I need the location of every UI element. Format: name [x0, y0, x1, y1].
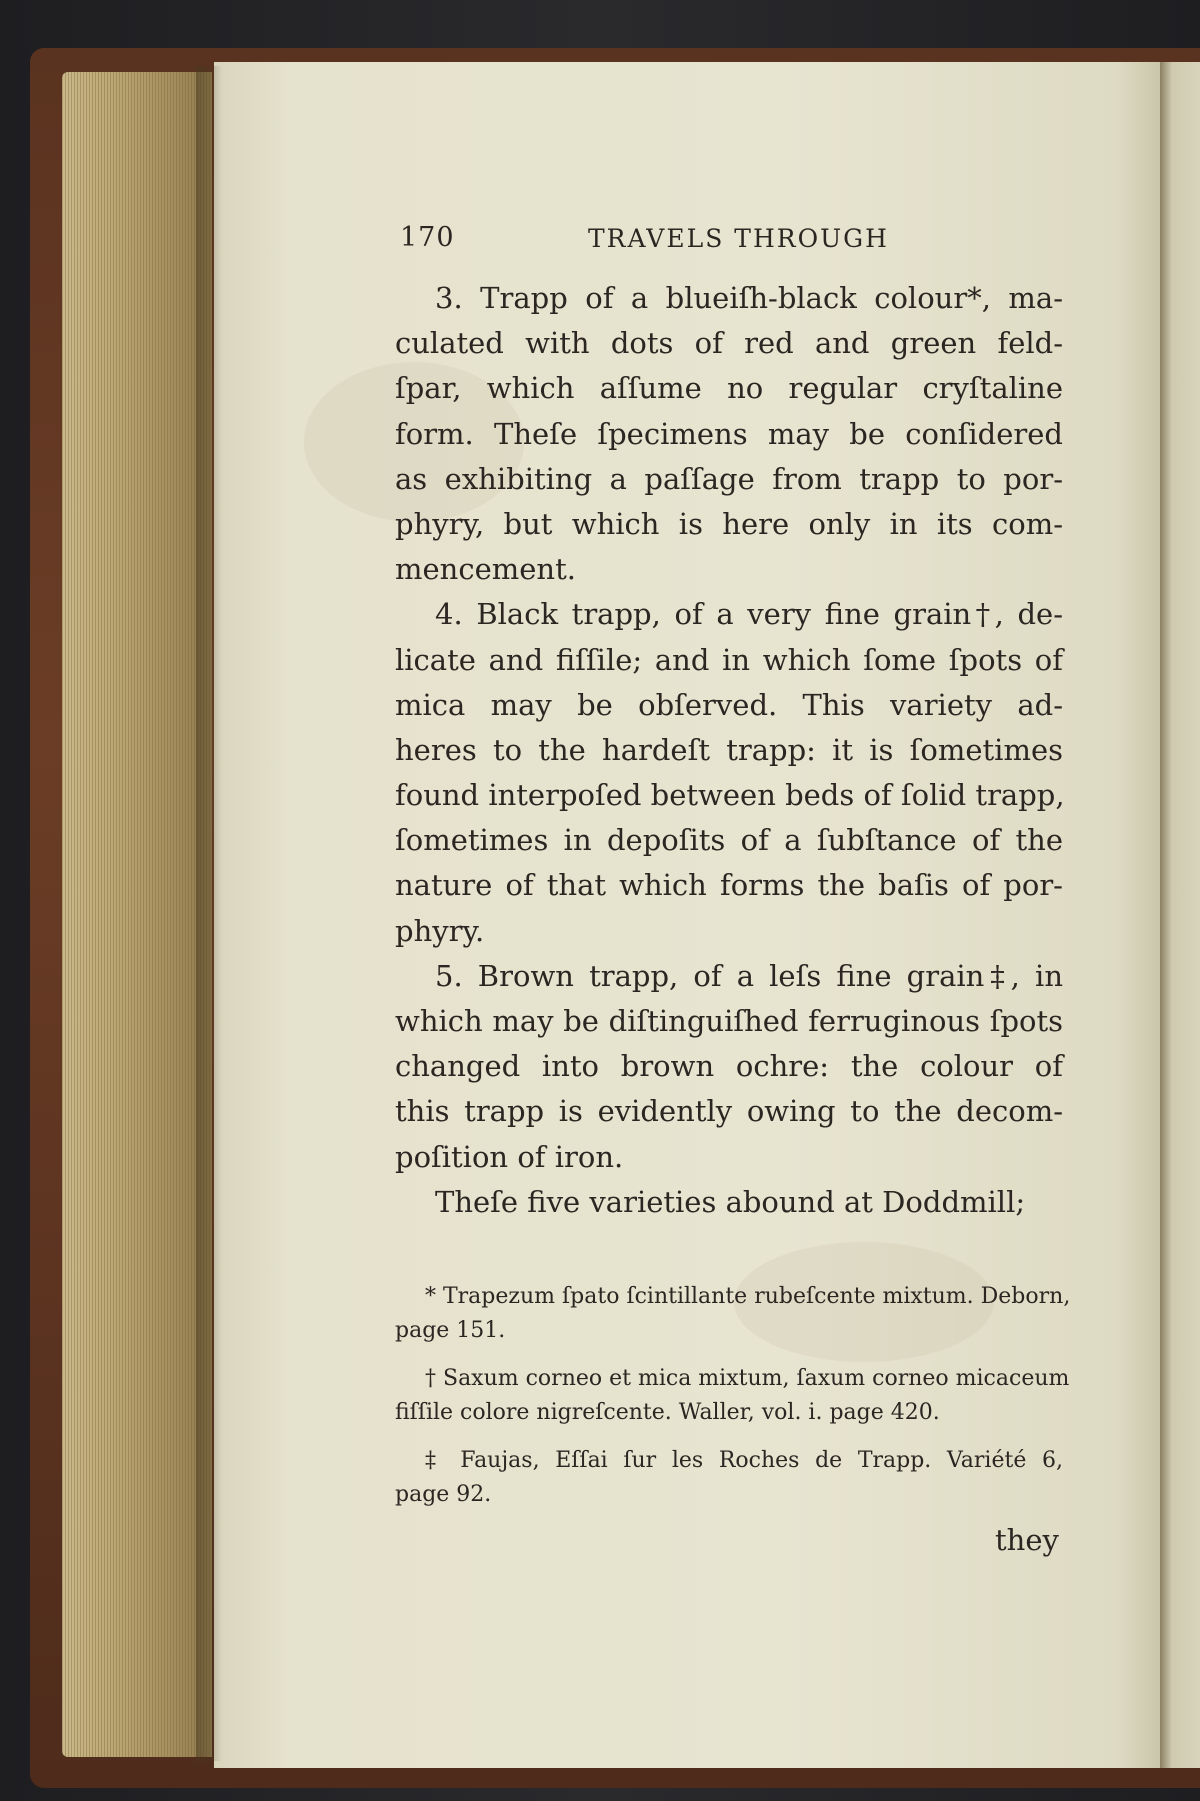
- page-number: 170: [400, 222, 455, 253]
- text-line: changed into brown ochre: the colour of: [395, 1049, 1063, 1084]
- footnote-line: † Saxum corneo et mica mixtum, ſaxum corneo micaceum: [425, 1366, 1070, 1391]
- footnote-line: fiſſile colore nigreſcente. Waller, vol. i. page 420.: [395, 1400, 940, 1425]
- text-line: found interpoſed between beds of ſolid trapp,: [395, 778, 1065, 813]
- text-line: ſometimes in depoſits of a ſubſtance of the: [395, 823, 1063, 858]
- text-line: form. Theſe ſpecimens may be conſidered: [395, 416, 1063, 451]
- gutter-shadow: [196, 66, 222, 1761]
- text-line: as exhibiting a paſſage from trapp to por-: [395, 461, 1063, 496]
- text-line: Theſe five varieties abound at Doddmill;: [435, 1184, 1026, 1219]
- page-header: [400, 222, 1100, 262]
- text-line: 3. Trapp of a blueiſh-black colour*, ma-: [435, 281, 1063, 315]
- text-line: poſition of iron.: [395, 1139, 624, 1174]
- text-line: ſpar, which aſſume no regular cryſtaline: [395, 371, 1063, 406]
- next-page-edge: [1160, 62, 1200, 1768]
- text-line: nature of that which forms the baſis of por-: [395, 868, 1063, 903]
- footnote-line: ‡ Faujas, Eſſai ſur les Roches de Trapp. Variété 6,: [425, 1448, 1063, 1473]
- text-line: heres to the hardeſt trapp: it is ſometimes: [395, 732, 1063, 767]
- body-text: [395, 276, 1063, 1225]
- running-head: TRAVELS THROUGH: [588, 224, 889, 253]
- text-line: mencement.: [395, 552, 576, 587]
- page-edges: [62, 72, 212, 1757]
- text-line: this trapp is evidently owing to the decom-: [395, 1094, 1063, 1129]
- text-line: which may be diſtinguiſhed ferruginous ſpots: [395, 1004, 1063, 1038]
- footnote-line: page 151.: [395, 1318, 506, 1343]
- text-line: phyry.: [395, 913, 485, 948]
- catchword: they: [995, 1523, 1059, 1557]
- text-line: mica may be obſerved. This variety ad-: [395, 687, 1063, 722]
- footnotes: [395, 1280, 1071, 1512]
- text-line: 5. Brown trapp, of a leſs fine grain‡, in: [435, 958, 1063, 993]
- footnote-line: page 92.: [395, 1482, 492, 1507]
- text-line: phyry, but which is here only in its com-: [395, 506, 1063, 541]
- text-line: 4. Black trapp, of a very fine grain†, de-: [435, 597, 1063, 632]
- text-line: culated with dots of red and green feld-: [395, 326, 1063, 361]
- footnote-line: * Trapezum ſpato ſcintillante rubeſcente mixtum. Deborn,: [425, 1284, 1071, 1309]
- text-line: licate and fiſſile; and in which ſome ſpots of: [395, 642, 1063, 677]
